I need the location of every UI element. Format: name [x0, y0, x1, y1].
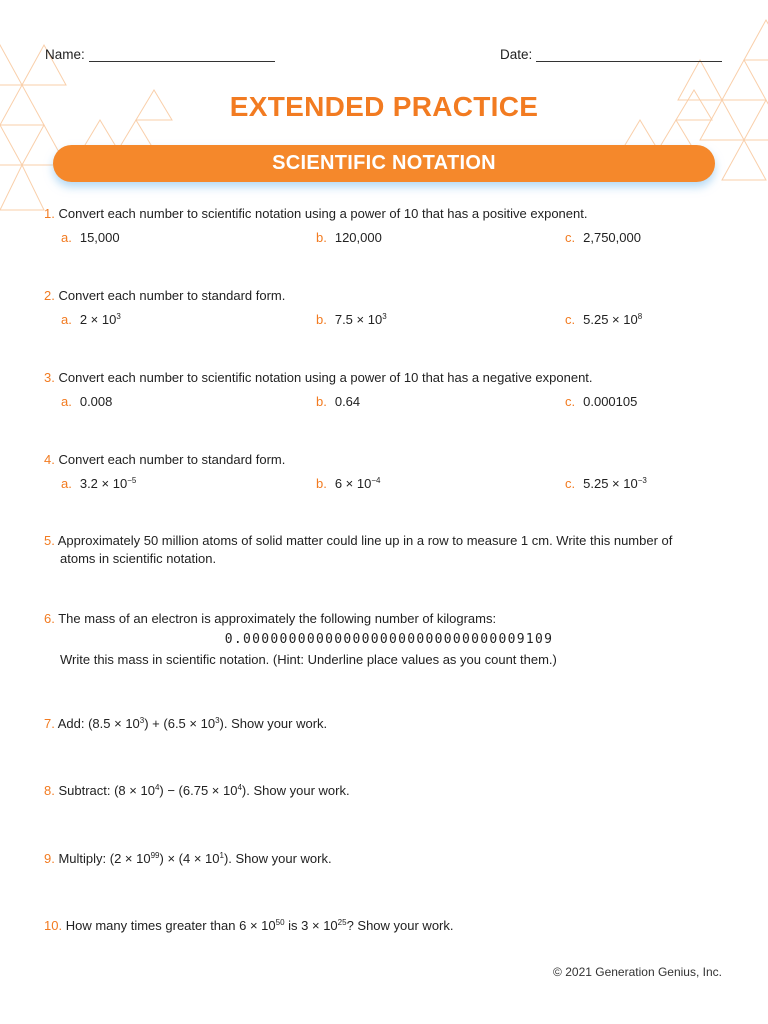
option-b: b. $7.5 \times 10^3$: [316, 312, 387, 327]
question-7: [44, 715, 734, 733]
question-number: 1.: [44, 206, 55, 221]
option-a: a. $2 \times 10^3$: [61, 312, 121, 327]
question-number: 6.: [44, 611, 55, 626]
option-c: c. 0.000105: [565, 394, 638, 409]
question-text: Convert each number to scientific notation using a power of 10 that has a positive exponent.: [58, 206, 588, 221]
question-5: [44, 532, 734, 568]
option-a: a. 0.008: [61, 394, 113, 409]
question-text-continued: atoms in scientific notation.: [60, 551, 217, 566]
name-label: Name:: [45, 47, 85, 62]
question-number: 4.: [44, 452, 55, 467]
option-b: b. 120,000: [316, 230, 382, 245]
copyright-footer: © 2021 Generation Genius, Inc.: [553, 965, 722, 979]
date-label: Date:: [500, 47, 533, 62]
question-text: Add: $(8.5 \times 10^3) + (6.5 \times 10^3)$. Show your work.: [57, 716, 328, 731]
date-blank-line[interactable]: [536, 47, 722, 62]
question-6: [44, 610, 734, 669]
option-c: c. 2,750,000: [565, 230, 641, 245]
option-b: b. 0.64: [316, 394, 361, 409]
option-c: c. $5.25 \times 10^{-3}$: [565, 476, 647, 491]
question-3-options: [61, 393, 661, 411]
question-number: 8.: [44, 783, 55, 798]
question-text: Convert each number to standard form.: [58, 452, 286, 467]
subtitle-banner: [53, 145, 715, 182]
question-text-continued: Write this mass in scientific notation. (Hint: Underline place values as you count them.): [60, 652, 557, 667]
question-number: 3.: [44, 370, 55, 385]
question-2-options: [61, 311, 661, 329]
question-text: Convert each number to scientific notation using a power of 10 that has a negative exponent.: [58, 370, 593, 385]
question-4-options: [61, 475, 661, 493]
question-text: Approximately 50 million atoms of solid matter could line up in a row to measure 1 cm. Write this number of: [57, 533, 673, 548]
question-number: 2.: [44, 288, 55, 303]
option-a: a. 15,000: [61, 230, 120, 245]
date-field[interactable]: [500, 47, 722, 62]
name-blank-line[interactable]: [89, 47, 275, 62]
question-text: How many times greater than $6 \times 10^{50}$ is $3 \times 10^{25}$? Show your work.: [65, 918, 454, 933]
question-8: [44, 782, 734, 800]
question-number: 5.: [44, 533, 55, 548]
question-text: Subtract: $(8 \times 10^4) - (6.75 \times 10^4)$. Show your work.: [58, 783, 350, 798]
option-b: b. $6 \times 10^{-4}$: [316, 476, 381, 491]
question-number: 9.: [44, 851, 55, 866]
electron-mass-number: 0.0000000000000000000000000000009109: [224, 632, 554, 647]
question-1: [44, 205, 734, 223]
question-number: 10.: [44, 918, 63, 933]
option-a: a. $3.2 \times 10^{-5}$: [61, 476, 137, 491]
question-10: [44, 917, 734, 935]
question-text: Multiply: $(2 \times 10^{99}) \times (4 \times 10^1)$. Show your work.: [58, 851, 332, 866]
question-2: [44, 287, 734, 305]
question-1-options: [61, 229, 661, 247]
question-9: [44, 850, 734, 868]
page-title: EXTENDED PRACTICE: [229, 91, 539, 122]
question-number: 7.: [44, 716, 55, 731]
option-c: c. $5.25 \times 10^8$: [565, 312, 643, 327]
name-field[interactable]: [45, 47, 275, 62]
question-text: The mass of an electron is approximately the following number of kilograms:: [58, 611, 497, 626]
question-4: [44, 451, 734, 469]
subtitle: SCIENTIFIC NOTATION: [272, 152, 496, 174]
question-3: [44, 369, 734, 387]
question-text: Convert each number to standard form.: [58, 288, 286, 303]
